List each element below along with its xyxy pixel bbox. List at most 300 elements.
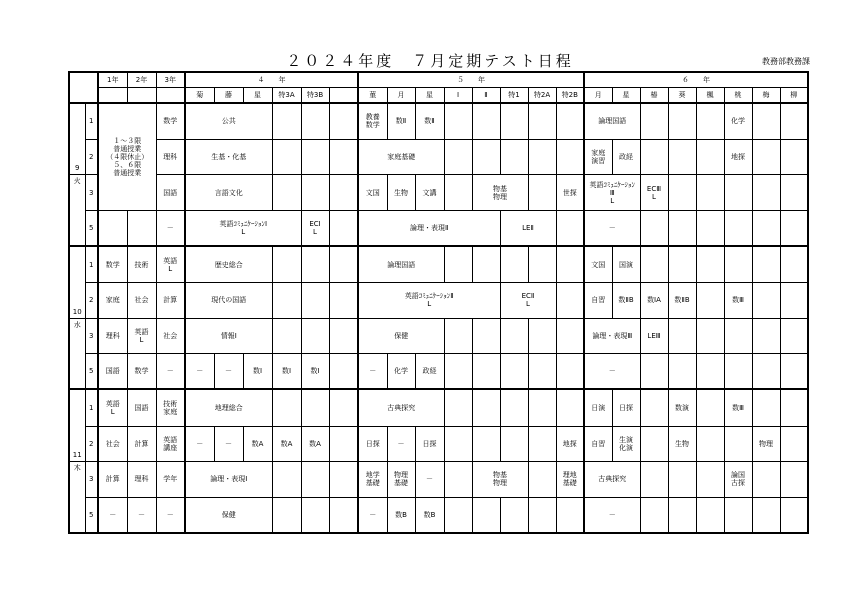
exam-cell: － [185,354,214,390]
exam-cell: 数学 [156,103,185,140]
exam-cell [752,103,780,140]
exam-cell: 文講 [415,175,444,211]
exam-cell: 物理 基礎 [387,462,415,498]
exam-cell [301,389,329,426]
exam-cell [556,389,584,426]
regular-class-note: １～３限 普通授業 （４限休止） ５、６限 普通授業 [98,103,156,211]
exam-cell [272,462,301,498]
exam-cell: 英語 L [127,318,156,354]
exam-cell [301,318,329,354]
class-header: 菫 [358,87,387,102]
class-header: 月 [584,87,612,102]
exam-cell [301,246,329,283]
exam-cell: 論国 古探 [724,462,752,498]
exam-cell: 日探 [612,389,640,426]
exam-cell [640,210,668,246]
exam-cell [472,318,500,354]
exam-cell: 社会 [98,426,127,462]
exam-cell [780,318,808,354]
exam-cell [329,497,358,533]
exam-cell [329,103,358,140]
exam-cell: 物理 [752,426,780,462]
exam-cell [640,462,668,498]
exam-cell: 物基 物理 [472,175,528,211]
day-of-week: 木 [69,462,85,533]
exam-cell [500,497,528,533]
exam-cell: 文国 [584,246,612,283]
exam-cell: － [584,354,640,390]
exam-cell: 家庭 [98,283,127,319]
exam-cell: 数A [301,426,329,462]
exam-cell [272,389,301,426]
exam-cell [724,318,752,354]
period-number: 3 [85,462,98,498]
exam-cell: 理科 [98,318,127,354]
exam-cell [724,210,752,246]
exam-cell: 生基・化基 [185,139,272,175]
exam-cell [556,497,584,533]
exam-cell [301,103,329,140]
exam-cell [444,354,472,390]
exam-cell [668,103,696,140]
exam-cell [780,426,808,462]
exam-cell [696,318,724,354]
exam-cell: 地探 [724,139,752,175]
exam-cell: 地探 [556,426,584,462]
exam-cell: 数A [272,426,301,462]
page-title: ２０２４年度 ７月定期テスト日程 [286,52,574,70]
exam-cell [724,426,752,462]
exam-cell: 英語ｺﾐｭﾆｹｰｼｮﾝⅡ L [358,283,500,319]
exam-cell: 数ⅡB [612,283,640,319]
period-number: 5 [85,497,98,533]
exam-cell [780,462,808,498]
exam-cell: 数Ⅱ [387,103,415,140]
exam-cell [528,354,556,390]
exam-cell [668,354,696,390]
exam-cell [329,139,358,175]
exam-cell [444,497,472,533]
exam-cell: 化学 [387,354,415,390]
exam-cell: 理科 [156,139,185,175]
exam-cell: 保健 [358,318,444,354]
exam-cell: 文国 [358,175,387,211]
exam-cell: 生演 化演 [612,426,640,462]
exam-cell [696,103,724,140]
exam-cell [528,389,556,426]
period-number: 2 [85,426,98,462]
exam-cell [272,318,301,354]
exam-cell: 地学 基礎 [358,462,387,498]
exam-cell [668,318,696,354]
exam-cell [444,175,472,211]
exam-cell [272,175,301,211]
exam-cell: 歴史総合 [185,246,272,283]
exam-cell [272,497,301,533]
exam-cell [640,103,668,140]
exam-cell [528,426,556,462]
exam-cell: － [156,497,185,533]
exam-cell [752,139,780,175]
exam-cell [329,426,358,462]
exam-cell: 家庭基礎 [358,139,444,175]
exam-cell [752,354,780,390]
exam-cell: 数Ⅲ [724,389,752,426]
exam-cell [444,389,472,426]
exam-cell: － [584,210,640,246]
exam-cell [444,462,472,498]
exam-cell: LEⅡ [500,210,556,246]
exam-cell [500,103,528,140]
exam-cell: 日探 [358,426,387,462]
exam-cell: 数演 [668,389,696,426]
exam-cell: 情報Ⅰ [185,318,272,354]
exam-cell: 数B [415,497,444,533]
exam-cell [472,103,500,140]
exam-cell: 学年 [156,462,185,498]
grade-2-header: 2年 [127,72,156,87]
exam-cell [780,175,808,211]
exam-cell [528,246,556,283]
grade-4-header: ４ 年 [185,72,358,87]
exam-cell: 計算 [127,426,156,462]
exam-cell: 国演 [612,246,640,283]
exam-cell: 家庭 演習 [584,139,612,175]
exam-cell [640,139,668,175]
class-header: 特2A [528,87,556,102]
exam-cell [780,283,808,319]
exam-cell: 現代の国語 [185,283,272,319]
class-header: 特1 [500,87,528,102]
exam-cell: 数Ⅲ [724,283,752,319]
exam-cell [724,175,752,211]
exam-cell [556,283,584,319]
exam-cell [696,246,724,283]
period-number: 5 [85,210,98,246]
class-header: 月 [387,87,415,102]
exam-cell: 英語ｺﾐｭﾆｹｰｼｮﾝ Ⅲ L [584,175,640,211]
exam-cell [472,354,500,390]
exam-cell [780,210,808,246]
day-of-week: 水 [69,318,85,389]
exam-cell [272,283,301,319]
exam-cell [472,497,500,533]
period-number: 5 [85,354,98,390]
exam-cell [329,210,358,246]
exam-schedule-table [68,71,809,534]
exam-cell [500,318,528,354]
exam-cell [556,210,584,246]
exam-cell [301,139,329,175]
exam-cell [528,318,556,354]
exam-cell [329,246,358,283]
exam-cell [780,389,808,426]
exam-cell: 社会 [127,283,156,319]
exam-cell: － [214,426,243,462]
exam-cell: 技術 [127,246,156,283]
exam-cell: 化学 [724,103,752,140]
exam-cell: 技術 家庭 [156,389,185,426]
exam-cell [696,283,724,319]
exam-cell: 政経 [415,354,444,390]
corner-cell [69,72,98,103]
exam-cell [696,210,724,246]
grade-5-header: ５ 年 [358,72,584,87]
exam-cell [640,246,668,283]
exam-cell: － [127,497,156,533]
class-header: 梅 [752,87,780,102]
class-header: 柳 [780,87,808,102]
exam-cell: ECⅡ L [500,283,556,319]
exam-cell [752,389,780,426]
exam-cell: 自習 [584,283,612,319]
exam-cell [752,318,780,354]
exam-cell [668,139,696,175]
grade-3-sub [156,87,185,102]
exam-cell [329,354,358,390]
day-date: 11 [69,389,85,461]
exam-cell [752,246,780,283]
exam-cell: 言語文化 [185,175,272,211]
exam-cell [500,426,528,462]
exam-cell: 数学 [98,246,127,283]
exam-cell: 古典探究 [358,389,444,426]
exam-cell [500,139,528,175]
exam-cell [696,426,724,462]
exam-cell [668,497,696,533]
exam-cell [528,497,556,533]
exam-cell: 公共 [185,103,272,140]
exam-cell [556,103,584,140]
exam-cell: － [98,497,127,533]
exam-cell [272,246,301,283]
exam-cell [272,103,301,140]
exam-cell: 日探 [415,426,444,462]
exam-cell [556,246,584,283]
exam-cell [696,497,724,533]
exam-cell: 英語 L [98,389,127,426]
exam-cell [472,426,500,462]
exam-cell [696,139,724,175]
exam-cell: 計算 [98,462,127,498]
exam-cell: 数Ⅱ [415,103,444,140]
exam-cell [98,210,127,246]
class-header: 特3B [301,87,329,102]
grade-6-header: ６ 年 [584,72,808,87]
exam-cell: 世探 [556,175,584,211]
exam-cell [752,175,780,211]
exam-cell: － [156,210,185,246]
class-header: 藤 [214,87,243,102]
exam-cell [724,246,752,283]
exam-cell: 数Ⅰ [301,354,329,390]
class-header: Ⅱ [472,87,500,102]
exam-cell [724,497,752,533]
exam-cell [640,426,668,462]
exam-cell: 数ⅠA [640,283,668,319]
exam-cell [668,175,696,211]
exam-cell [780,354,808,390]
exam-cell [780,246,808,283]
exam-cell: 論理国語 [584,103,640,140]
exam-cell: 数B [387,497,415,533]
exam-cell [696,354,724,390]
grade-3-header: 3年 [156,72,185,87]
exam-cell [329,175,358,211]
exam-cell [272,139,301,175]
exam-cell: 地理総合 [185,389,272,426]
exam-cell [528,462,556,498]
exam-cell [696,175,724,211]
exam-cell [724,354,752,390]
exam-cell: － [584,497,640,533]
exam-cell: 自習 [584,426,612,462]
exam-cell: 社会 [156,318,185,354]
exam-cell [668,246,696,283]
exam-cell [500,246,528,283]
exam-cell [640,497,668,533]
exam-cell: 数Ⅰ [272,354,301,390]
day-date: 9 [69,103,85,175]
exam-cell [472,389,500,426]
exam-cell [444,103,472,140]
class-header: 菊 [185,87,214,102]
exam-cell [472,246,500,283]
exam-cell: 保健 [185,497,272,533]
exam-cell: 古典探究 [584,462,640,498]
exam-cell: 計算 [156,283,185,319]
class-header: 葵 [668,87,696,102]
exam-cell [640,354,668,390]
exam-cell: 国語 [127,389,156,426]
class-header: 星 [243,87,272,102]
department-label: 教務部教務課 [762,57,810,66]
exam-cell [301,175,329,211]
exam-cell: 論理・表現Ⅰ [185,462,272,498]
exam-cell [696,389,724,426]
exam-cell: 教養 数学 [358,103,387,140]
exam-cell: － [185,426,214,462]
exam-cell: 論理国語 [358,246,444,283]
class-header: 星 [415,87,444,102]
exam-cell: 数学 [127,354,156,390]
exam-cell [127,210,156,246]
exam-cell: 論理・表現Ⅲ [584,318,640,354]
exam-cell [329,283,358,319]
exam-cell [556,354,584,390]
class-header: 椿 [640,87,668,102]
class-header: 楓 [696,87,724,102]
grade-1-sub [98,87,127,102]
exam-cell [752,210,780,246]
exam-cell [668,462,696,498]
exam-cell: ECⅠ L [301,210,329,246]
period-number: 1 [85,103,98,140]
exam-cell: 国語 [98,354,127,390]
period-number: 2 [85,139,98,175]
exam-cell [780,139,808,175]
class-header [329,87,358,102]
exam-cell [528,139,556,175]
exam-cell: 政経 [612,139,640,175]
exam-cell: 理科 [127,462,156,498]
class-header: 星 [612,87,640,102]
class-header: Ⅰ [444,87,472,102]
exam-cell: 英語ｺﾐｭﾆｹｰｼｮﾝⅠ L [185,210,301,246]
exam-cell [752,462,780,498]
class-header: 特3A [272,87,301,102]
exam-cell [752,283,780,319]
exam-cell: 論理・表現Ⅱ [358,210,500,246]
day-of-week: 火 [69,175,85,246]
exam-cell: 生物 [387,175,415,211]
exam-cell [329,462,358,498]
exam-cell [444,426,472,462]
exam-cell: 理地 基礎 [556,462,584,498]
exam-cell [528,175,556,211]
class-header: 特2B [556,87,584,102]
exam-cell: ECⅢ L [640,175,668,211]
exam-cell [752,497,780,533]
exam-cell [500,389,528,426]
period-number: 1 [85,246,98,283]
exam-cell: 物基 物理 [472,462,528,498]
exam-cell [301,497,329,533]
exam-cell: 英語 講座 [156,426,185,462]
exam-cell [780,497,808,533]
exam-cell: － [358,354,387,390]
exam-cell [329,318,358,354]
exam-cell [556,139,584,175]
exam-cell: 日演 [584,389,612,426]
exam-cell [329,389,358,426]
exam-cell [444,318,472,354]
exam-cell: 国語 [156,175,185,211]
grade-2-sub [127,87,156,102]
exam-cell [696,462,724,498]
exam-cell [301,283,329,319]
exam-cell: 数ⅡB [668,283,696,319]
exam-cell: 生物 [668,426,696,462]
exam-cell: LEⅢ [640,318,668,354]
exam-cell: － [415,462,444,498]
exam-cell [500,354,528,390]
period-number: 2 [85,283,98,319]
exam-cell [472,139,500,175]
exam-cell: 英語 L [156,246,185,283]
exam-cell [301,462,329,498]
exam-cell [528,103,556,140]
exam-cell: － [387,426,415,462]
exam-cell [780,103,808,140]
exam-cell: － [358,497,387,533]
exam-cell: 数Ⅰ [243,354,272,390]
grade-1-header: 1年 [98,72,127,87]
exam-cell [556,318,584,354]
exam-cell: 数A [243,426,272,462]
exam-cell: － [214,354,243,390]
class-header: 桃 [724,87,752,102]
period-number: 3 [85,318,98,354]
exam-cell [444,246,472,283]
period-number: 1 [85,389,98,426]
exam-cell: － [156,354,185,390]
day-date: 10 [69,246,85,318]
exam-cell [444,139,472,175]
exam-cell [640,389,668,426]
exam-cell [668,210,696,246]
period-number: 3 [85,175,98,211]
